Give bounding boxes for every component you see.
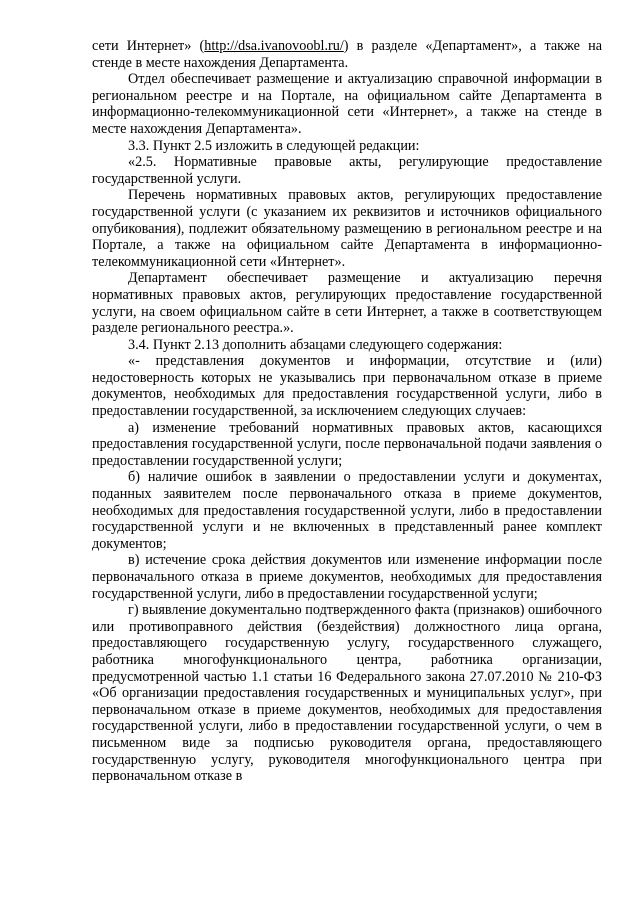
document-body (92, 38, 602, 785)
paragraph-9: б) наличие ошибок в заявлении о предоставлении услуги и документах, поданных заявителем после первоначального отказа в приеме документов, необходимых для предоставления государственной услуги, либо в предоставлении государственной услуги и не включенных в представленный ранее комплект документов; (92, 469, 602, 552)
paragraph-11: г) выявление документально подтвержденного факта (признаков) ошибочного или противоправного действия (бездействия) должностного лица органа, предоставляющего государственную услугу, государственного служащего, работника многофункционального центра, работника организации, предусмотренной частью 1.1 статьи 16 Федерального закона 27.07.2010 № 210-ФЗ «Об организации предоставления государственных и муниципальных услуг», при первоначальном отказе в приеме документов, необходимых для предоставления государственной услуги, либо в предоставлении государственной услуги, о чем в письменном виде за подписью руководителя органа, предоставляющего государственную услугу, руководителя многофункционального центра при первоначальном отказе в (92, 602, 602, 785)
paragraph-7: «- представления документов и информации, отсутствие и (или) недостоверность которых не указывались при первоначальном отказе в приеме документов, необходимых для предоставления государственной услуги, либо в предоставлении государственной, за исключением следующих случаев: (92, 353, 602, 420)
dsa-website-link[interactable]: http://dsa.ivanovoobl.ru/ (204, 38, 344, 54)
paragraph-0 (92, 38, 602, 71)
paragraph-1: Отдел обеспечивает размещение и актуализацию справочной информации в региональном реестре и на Портале, на официальном сайте Департамента в информационно-телекоммуникационной сети «Интернет», а также на стенде в месте нахождения Департамента». (92, 71, 602, 137)
paragraph-8: а) изменение требований нормативных правовых актов, касающихся предоставления государственной услуги, после первоначальной подачи заявления о предоставлении государственной услуги; (92, 419, 602, 469)
paragraph-0-text-start: сети Интернет» ( (92, 38, 205, 54)
paragraph-2: 3.3. Пункт 2.5 изложить в следующей редакции: (128, 137, 420, 154)
paragraph-4: Перечень нормативных правовых актов, регулирующих предоставление государственной услуги (с указанием их реквизитов и источников официального опубикования), подлежит обязательному размещению в региональном реестре и на Портале, а также на официальном сайте Департамента в информационно-телекоммуникационной сети «Интернет». (92, 187, 602, 270)
paragraph-10: в) истечение срока действия документов или изменение информации после первоначального отказа в приеме документов, необходимых для предоставления государственной услуги, либо в предоставлении государственной услуги; (92, 552, 602, 602)
paragraph-6: 3.4. Пункт 2.13 дополнить абзацами следующего содержания: (128, 336, 503, 353)
paragraph-0-text-end: ) в разделе «Департамент», а также на стенде в месте нахождения Департамента. (92, 38, 602, 71)
paragraph-3: «2.5. Нормативные правовые акты, регулирующие предоставление государственной услуги. (92, 154, 602, 187)
paragraph-5: Департамент обеспечивает размещение и актуализацию перечня нормативных правовых актов, регулирующих предоставление государственной услуги, на своем официальном сайте в сети Интернет, а также в соответствующем разделе регионального реестра.». (92, 270, 602, 337)
